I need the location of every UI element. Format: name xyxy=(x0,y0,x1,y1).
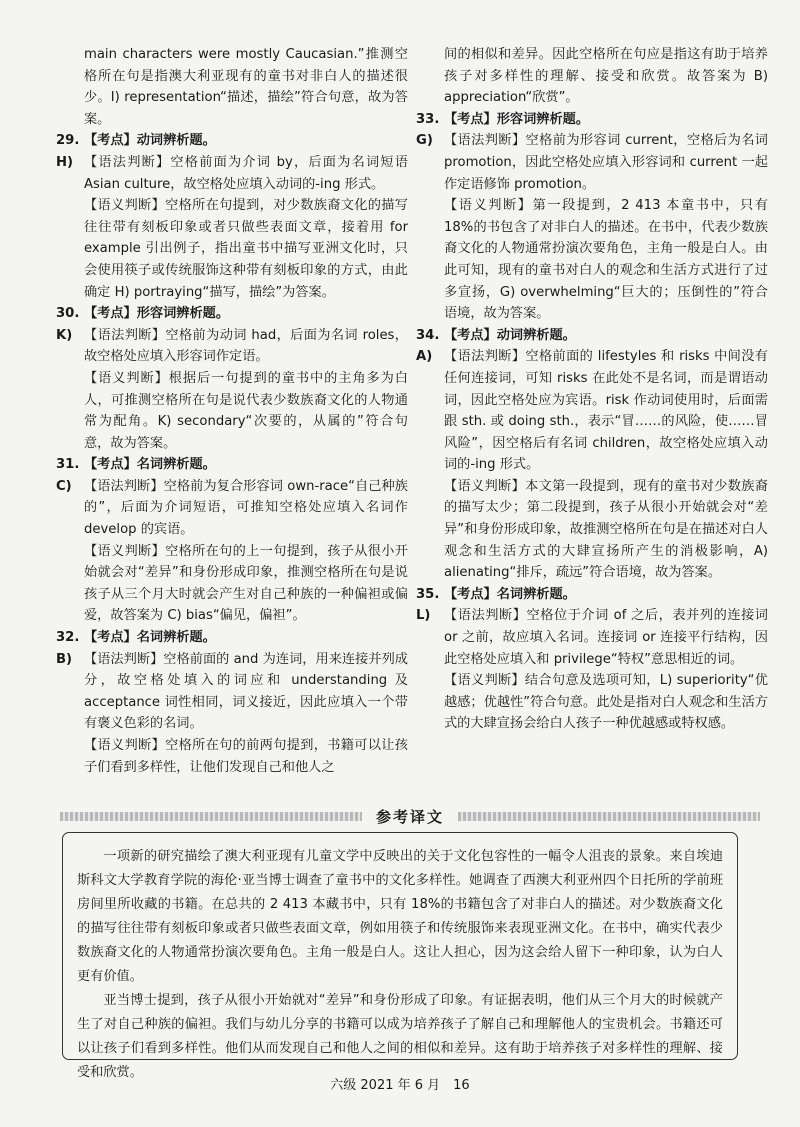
semantic-judgment: 【语义判断】本文第一段提到，现有的童书对少数族裔的描写太少；第二段提到，孩子从很小开始就会对“差异”和身份形成印象，故推测空格所在句是在描述对白人观念和生活方式的大肆宣扬所产生的消极影响，A) alienating“排斥，疏远”符合语境，故为答案。 xyxy=(444,478,768,581)
translation-heading: 参考译文 xyxy=(376,807,445,826)
question-number: 30. xyxy=(56,306,80,322)
question-35-grammar xyxy=(416,605,768,670)
translation-divider xyxy=(60,806,760,826)
grammar-judgment: 【语法判断】空格前为复合形容词 own-race“自己种族的”，后面为介词短语，可推知空格处应填入名词作 develop 的宾语。 xyxy=(84,478,408,538)
semantic-judgment: 【语义判断】结合句意及选项可知，L) superiority“优越感；优越性”符合句意。此处是指对白人观念和生活方式的大肆宣扬会给白人孩子一种优越感或特权感。 xyxy=(444,673,768,732)
page-footer: 六级 2021 年 6 月 16 xyxy=(330,1078,470,1093)
question-33-grammar xyxy=(416,130,768,195)
grammar-judgment: 【语法判断】空格前为形容词 current，空格后为名词 promotion，因此空格处应填入形容词和 current 一起作定语修饰 promotion。 xyxy=(444,133,768,192)
divider-bar-left xyxy=(60,812,362,821)
kaodian-label: 【考点】名词辨析题。 xyxy=(84,457,216,473)
kaodian-label: 【考点】名词辨析题。 xyxy=(444,586,576,602)
question-number: 35. xyxy=(416,586,440,602)
question-35-header xyxy=(416,584,768,606)
question-number: 32. xyxy=(56,630,80,646)
question-34-header xyxy=(416,325,768,347)
semantic-judgment: 【语义判断】根据后一句提到的童书中的主角多为白人，可推测空格所在句是说代表少数族裔文化的人物通常为配角。K) secondary“次要的，从属的”符合句意，故为答案。 xyxy=(84,370,408,451)
question-34-grammar xyxy=(416,346,768,476)
question-number: 31. xyxy=(56,457,80,473)
answer-letter: B) xyxy=(56,651,73,667)
semantic-judgment: 【语义判断】空格所在句的上一句提到，孩子从很小开始就会对“差异”和身份形成印象，推测空格所在句是说孩子从三个月大时就会产生对自己种族的一种偏袒或偏爱，故答案为 C) bias“偏见，偏袒”。 xyxy=(84,543,408,624)
question-33-header xyxy=(416,109,768,131)
answer-letter: L) xyxy=(416,608,431,624)
question-number: 33. xyxy=(416,111,440,127)
question-32-header xyxy=(56,627,408,649)
kaodian-label: 【考点】名词辨析题。 xyxy=(84,630,216,646)
answer-letter: G) xyxy=(416,133,433,149)
answer-letter: C) xyxy=(56,478,72,494)
question-number: 29. xyxy=(56,133,80,149)
question-number: 34. xyxy=(416,327,440,343)
translation-paragraph-2: 亚当博士提到，孩子从很小开始就对“差异”和身份形成了印象。有证据表明，他们从三个月大的时候就产生了对自己种族的偏袒。我们与幼儿分享的书籍可以成为培养孩子了解自己和理解他人的宝贵机会。书籍还可以让孩子们看到多样性。他们从而发现自己和他人之间的相似和差异。这有助于培养孩子对多样性的理解、接受和欣赏。 xyxy=(77,993,723,1080)
divider-bar-right xyxy=(458,812,760,821)
question-29-header xyxy=(56,130,408,152)
semantic-judgment: 【语义判断】空格所在句提到，对少数族裔文化的描写往往带有刻板印象或者只做些表面文章，接着用 for example 引出例子，指出童书中描写亚洲文化时，只会使用筷子或传统服饰这种带有刻板印象的方式，由此确定 H) portraying“描写，描绘”为答案。 xyxy=(84,198,408,300)
question-30-grammar xyxy=(56,325,408,368)
grammar-judgment: 【语法判断】空格前面的 lifestyles 和 risks 中间没有任何连接词，可知 risks 在此处不是名词，而是谓语动词，因此空格处应为宾语。risk 作动词使用时，后面需跟 sth. 或 doing sth.，表示“冒……的风险，使……冒风险”，因空格后有名词 children，故空格处应填入动词的-ing 形式。 xyxy=(444,349,768,473)
continued-paragraph: main characters were mostly Caucasian.”推测空格所在句是指澳大利亚现有的童书对非白人的描述很少。I) representation“描述，描绘”符合句意，故为答案。 xyxy=(84,47,408,127)
grammar-judgment: 【语法判断】空格前面的 and 为连词，用来连接并列成分，故空格处填入的词应和 understanding 及 acceptance 词性相同，词义接近，因此应填入一个带有褒义色彩的名词。 xyxy=(84,651,408,732)
question-31-grammar xyxy=(56,476,408,541)
translation-box xyxy=(62,832,738,1080)
kaodian-label: 【考点】形容词辨析题。 xyxy=(444,111,590,127)
kaodian-label: 【考点】动词辨析题。 xyxy=(84,133,216,149)
answer-letter: A) xyxy=(416,349,433,365)
right-column xyxy=(416,44,768,735)
answer-letter: H) xyxy=(56,154,74,170)
question-29-grammar xyxy=(56,152,408,195)
kaodian-label: 【考点】动词辨析题。 xyxy=(444,327,576,343)
answer-letter: K) xyxy=(56,327,73,343)
question-31-header xyxy=(56,454,408,476)
semantic-judgment: 【语义判断】空格所在句的前两句提到，书籍可以让孩子们看到多样性，让他们发现自己和他人之 xyxy=(84,738,408,775)
kaodian-label: 【考点】形容词辨析题。 xyxy=(84,306,230,322)
translation-paragraph-1: 一项新的研究描绘了澳大利亚现有儿童文学中反映出的关于文化包容性的一幅令人沮丧的景象。来自埃迪斯科文大学教育学院的海伦·亚当博士调查了童书中的文化多样性。她调查了西澳大利亚州四个日托所的学前班房间里所收藏的书籍。在总共的 2 413 本藏书中，只有 18%的书籍包含了对非白人的描述。对少数族裔文化的描写往往带有刻板印象或者只做些表面文章，例如用筷子和传统服饰来表现亚洲文化。在书中，确实代表少数族裔文化的人物通常扮演次要角色。主角一般是白人。这让人担心，因为这会给人留下一种印象，认为白人更有价值。 xyxy=(77,849,723,984)
semantic-judgment: 【语义判断】第一段提到，2 413 本童书中，只有 18%的书包含了对非白人的描述。在书中，代表少数族裔文化的人物通常扮演次要角色，主角一般是白人。由此可知，现有的童书对白人的观念和生活方式进行了过多宣扬，G) overwhelming“巨大的；压倒性的”符合语境，故为答案。 xyxy=(444,198,768,322)
grammar-judgment: 【语法判断】空格位于介词 of 之后，表并列的连接词 or 之前，故应填入名词。连接词 or 连接平行结构，因此空格处应填入和 privilege“特权”意思相近的词。 xyxy=(444,608,768,667)
grammar-judgment: 【语法判断】空格前为动词 had，后面为名词 roles，故空格处应填入形容词作定语。 xyxy=(84,327,408,365)
continued-paragraph: 间的相似和差异。因此空格所在句应是指这有助于培养孩子对多样性的理解、接受和欣赏。故答案为 B) appreciation“欣赏”。 xyxy=(444,47,768,106)
left-column xyxy=(56,44,408,778)
question-30-header xyxy=(56,303,408,325)
question-32-grammar xyxy=(56,649,408,735)
grammar-judgment: 【语法判断】空格前面为介词 by，后面为名词短语 Asian culture，故空格处应填入动词的-ing 形式。 xyxy=(84,154,408,192)
